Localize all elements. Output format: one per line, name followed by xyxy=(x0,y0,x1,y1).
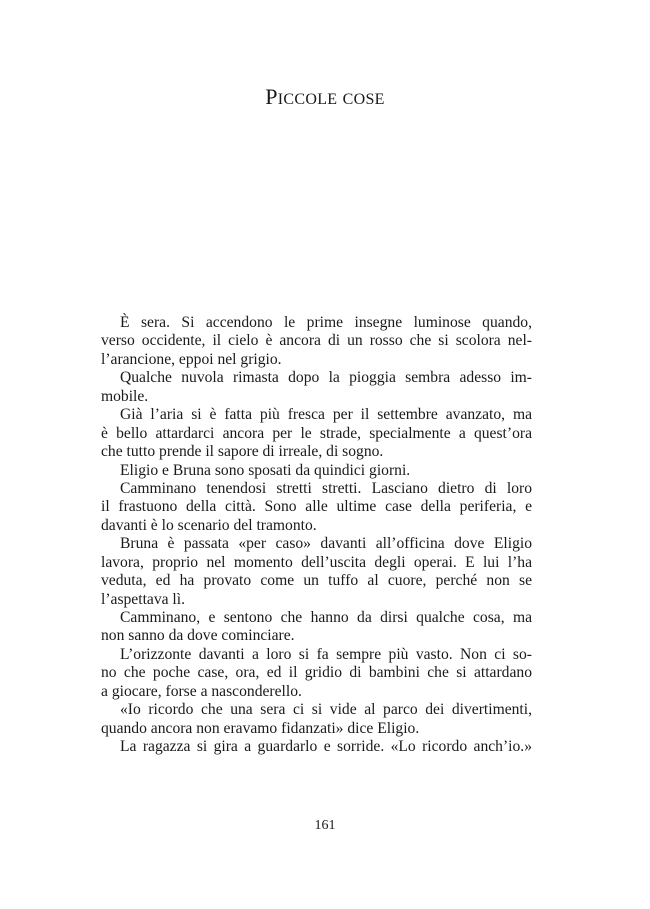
chapter-title-rest-1: ICCOLE xyxy=(277,91,338,108)
text-line: a giocare, forse a nasconderello. xyxy=(101,682,302,700)
text-line: lavora, proprio nel momento dell’uscita degli operai. E lui l’ha xyxy=(101,553,532,571)
body-text xyxy=(101,314,532,757)
text-line: Già l’aria si è fatta più fresca per il settembre avanzato, ma xyxy=(120,406,532,424)
text-line: che tutto prende il sapore di irreale, di sogno. xyxy=(101,443,384,461)
text-line: mobile. xyxy=(101,387,149,405)
text-line: L’orizzonte davanti a loro si fa sempre più vasto. Non ci so- xyxy=(120,645,532,663)
text-line: La ragazza si gira a guardarlo e sorride. «Lo ricordo anch’io.» xyxy=(120,738,532,756)
chapter-title-rest-2: COSE xyxy=(342,91,385,108)
text-line: è bello attardarci ancora per le strade, specialmente a quest’ora xyxy=(101,424,532,442)
text-line: Camminano tenendosi stretti stretti. Lasciano dietro di loro xyxy=(120,479,532,497)
text-line: non sanno da dove cominciare. xyxy=(101,627,295,645)
text-line: Camminano, e sentono che hanno da dirsi qualche cosa, ma xyxy=(120,609,532,626)
chapter-title-initial: P xyxy=(265,84,278,109)
text-line: no che poche case, ora, ed il gridio di bambini che si attardano xyxy=(101,664,532,682)
text-line: verso occidente, il cielo è ancora di un rosso che si scolora nel- xyxy=(101,332,532,350)
text-line: il frastuono della città. Sono alle ultime case della periferia, e xyxy=(101,498,532,516)
text-line: l’arancione, eppoi nel grigio. xyxy=(101,350,282,368)
text-line: l’aspettava lì. xyxy=(101,590,185,608)
text-line: Bruna è passata «per caso» davanti all’officina dove Eligio xyxy=(120,535,532,553)
text-line: Qualche nuvola rimasta dopo la pioggia sembra adesso im- xyxy=(120,369,532,387)
page-number: 161 xyxy=(314,818,336,833)
text-line: veduta, ed ha provato come un tuffo al cuore, perché non se xyxy=(101,572,532,590)
text-line: davanti è lo scenario del tramonto. xyxy=(101,516,317,534)
text-line: È sera. Si accendono le prime insegne luminose quando, xyxy=(120,314,532,331)
text-line: Eligio e Bruna sono sposati da quindici giorni. xyxy=(120,461,411,479)
chapter-title xyxy=(0,84,650,110)
text-line: quando ancora non eravamo fidanzati» dice Eligio. xyxy=(101,719,420,737)
text-line: «Io ricordo che una sera ci si vide al parco dei divertimenti, xyxy=(120,701,532,719)
